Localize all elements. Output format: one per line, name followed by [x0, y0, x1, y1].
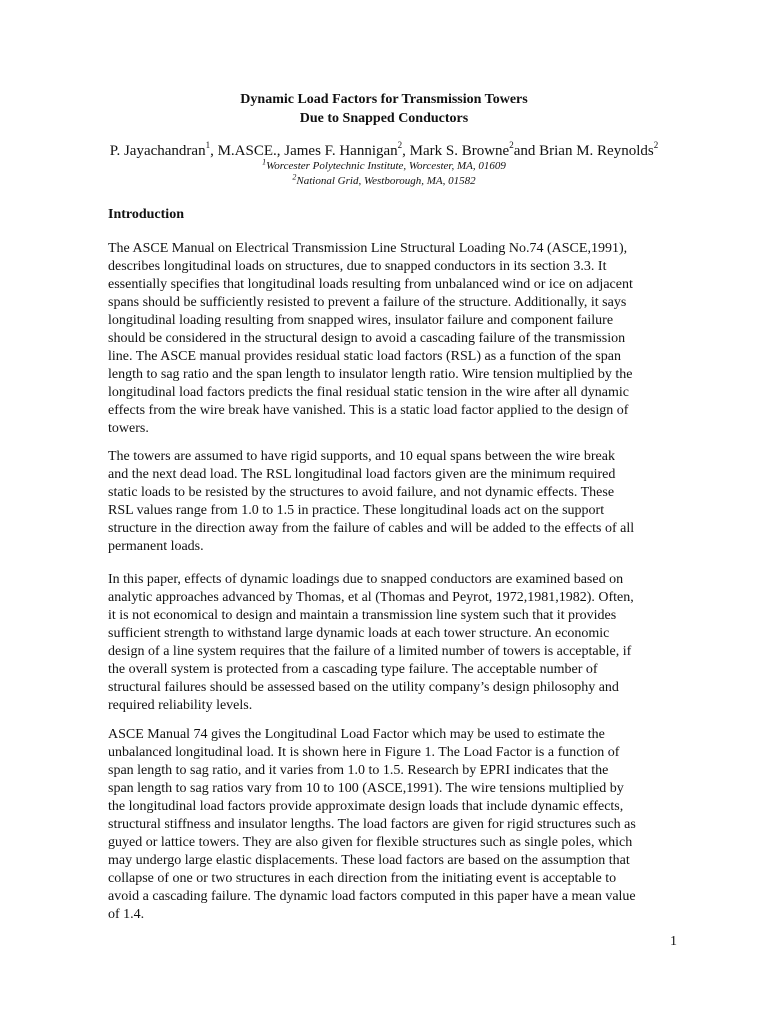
text-line: may undergo large elastic displacements. These load factors are based on the assumption that [108, 853, 630, 868]
body-paragraph-2 [108, 448, 688, 556]
affiliation-text: National Grid, Westborough, MA, 01582 [296, 175, 476, 187]
text-line: longitudinal load factors predicts the final residual static tension in the wire after all dynamic [108, 385, 629, 400]
text-line: essentially specifies that longitudinal loads resulting from unbalanced wind or ice on adjacent [108, 277, 633, 292]
text-line: required reliability levels. [108, 698, 253, 713]
text-line: structure in the direction away from the failure of cables and will be added to the effects of all [108, 521, 635, 536]
body-paragraph-3 [108, 571, 688, 715]
text-line: structural failures should be assessed based on the utility company’s design philosophy and [108, 680, 619, 695]
text-line: guyed or lattice towers. They are also given for flexible structures such as single poles, which [108, 835, 633, 850]
body-paragraph-4 [108, 726, 688, 924]
author-name: , Mark S. Browne [402, 143, 510, 159]
text-line: permanent loads. [108, 539, 204, 554]
affiliation-superscript: 2 [292, 172, 297, 182]
section-heading-introduction: Introduction [108, 207, 184, 222]
author-superscript: 2 [397, 140, 403, 150]
author-superscript: 2 [509, 140, 514, 150]
affiliation-text: Worcester Polytechnic Institute, Worcester, MA, 01609 [266, 160, 506, 172]
affiliation-1 [0, 159, 768, 173]
text-line: it is not economical to design and maintain a transmission line system such that it provides [108, 608, 617, 623]
affiliation-2 [0, 174, 768, 188]
text-line: spans should be sufficiently resisted to prevent a failure of the structure. Additionally, it says [108, 295, 627, 310]
body-paragraph-1 [108, 240, 688, 438]
author-superscript: 1 [205, 140, 211, 150]
text-line: should be considered in the structural design to avoid a cascading failure of the transmission [108, 331, 626, 346]
affiliation-superscript: 1 [262, 157, 267, 167]
paper-title-line-2: Due to Snapped Conductors [299, 111, 469, 126]
author-name: and Brian M. Reynolds [513, 143, 654, 159]
text-line: of 1.4. [108, 907, 145, 922]
text-line: The towers are assumed to have rigid supports, and 10 equal spans between the wire break [108, 449, 615, 464]
text-line: design of a line system requires that the failure of a limited number of towers is acceptable, if [108, 644, 632, 659]
text-line: the longitudinal load factors provide approximate design loads that include dynamic effects, [108, 799, 624, 814]
text-line: structural stiffness and insulator lengths. The load factors are given for rigid structures such as [108, 817, 636, 832]
text-line: towers. [108, 421, 149, 436]
text-line: RSL values range from 1.0 to 1.5 in practice. These longitudinal loads act on the support [108, 503, 605, 518]
author-superscript: 2 [653, 140, 659, 150]
author-list [0, 142, 768, 160]
text-line: the overall system is protected from a cascading type failure. The acceptable number of [108, 662, 598, 677]
text-line: collapse of one or two structures in each direction from the initiating event is acceptable to [108, 871, 617, 886]
text-line: line. The ASCE manual provides residual static load factors (RSL) as a function of the span [108, 349, 621, 364]
text-line: unbalanced longitudinal load. It is shown here in Figure 1. The Load Factor is a function of [108, 745, 620, 760]
text-line: span length to sag ratio, and it varies from 1.0 to 1.5. Research by EPRI indicates that the [108, 763, 609, 778]
text-line: static loads to be resisted by the structures to avoid failure, and not dynamic effects. These [108, 485, 615, 500]
paper-title-line-1: Dynamic Load Factors for Transmission Towers [240, 92, 528, 107]
author-name: P. Jayachandran [109, 143, 206, 159]
text-line: The ASCE Manual on Electrical Transmission Line Structural Loading No.74 (ASCE,1991), [108, 241, 628, 256]
text-line: ASCE Manual 74 gives the Longitudinal Load Factor which may be used to estimate the [108, 727, 605, 742]
author-name: , M.ASCE., James F. Hannigan [210, 143, 398, 159]
text-line: longitudinal loading resulting from snapped wires, insulator failure and component failure [108, 313, 614, 328]
text-line: span length to sag ratios vary from 10 to 100 (ASCE,1991). The wire tensions multiplied by [108, 781, 624, 796]
text-line: sufficient strength to withstand large dynamic loads at each tower structure. An economic [108, 626, 610, 641]
text-line: length to sag ratio and the span length to insulator length ratio. Wire tension multiplied by the [108, 367, 633, 382]
text-line: effects from the wire break have vanished. This is a static load factor applied to the design of [108, 403, 629, 418]
page-number: 1 [670, 934, 677, 949]
text-line: In this paper, effects of dynamic loadings due to snapped conductors are examined based on [108, 572, 624, 587]
text-line: and the next dead load. The RSL longitudinal load factors given are the minimum required [108, 467, 616, 482]
text-line: describes longitudinal loads on structures, due to snapped conductors in its section 3.3. It [108, 259, 607, 274]
text-line: analytic approaches advanced by Thomas, et al (Thomas and Peyrot, 1972,1981,1982). Often, [108, 590, 634, 605]
text-line: avoid a cascading failure. The dynamic load factors computed in this paper have a mean value [108, 889, 636, 904]
